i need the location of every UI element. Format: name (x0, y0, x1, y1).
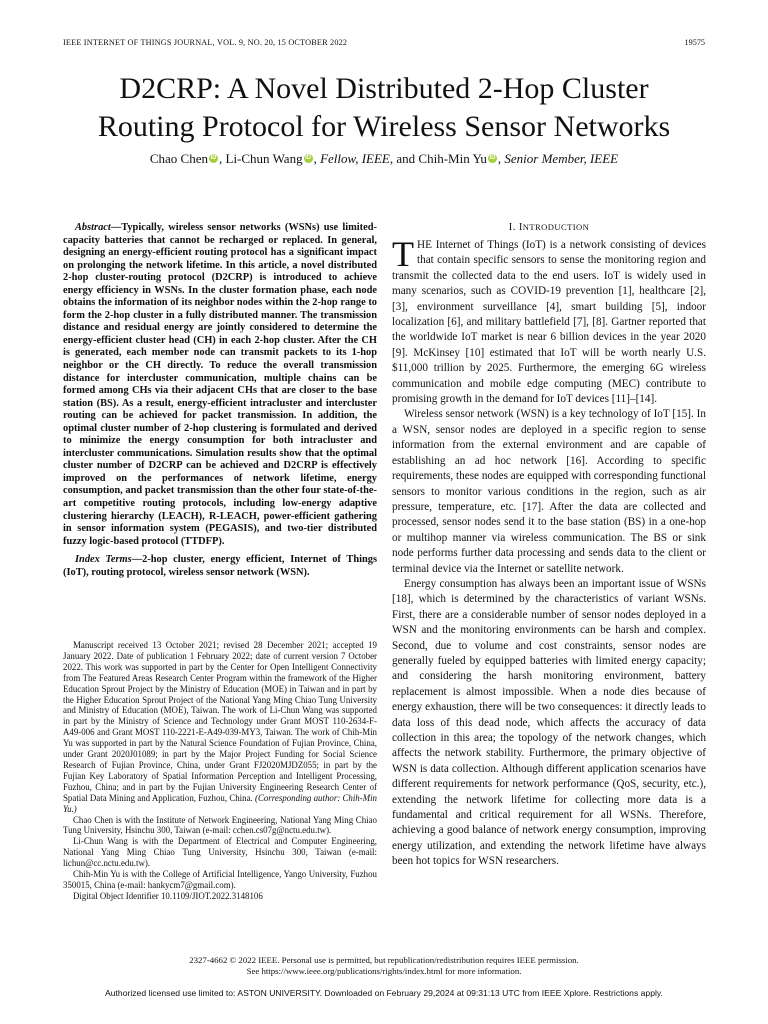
author-3-title: Senior Member, IEEE (504, 151, 619, 166)
footnote-affiliation-2: Li-Chun Wang is with the Department of Electrical and Computer Engineering, National Yang Ming Chiao Tung University, Hsinchu 300, Taiwan (e-mail: lichun@cc.nctu.edu.tw). (63, 836, 377, 869)
copyright-notice (40, 955, 728, 977)
intro-paragraph-1-text: HE Internet of Things (IoT) is a network consisting of devices that contain specific sensors to sense the monitoring region and transmit the collected data to the end users. IoT is widely used in many scenarios, such as COVID-19 prevention [1], healthcare [2], [3], environment surveillance [4], smart building [5], indoor localization [6], and military battlefield [7], [8]. Gartner reported that the worldwide IoT market is near 6 billion devices in the year 2020 [9]. McKinsey [10] estimated that IoT will be worth nearly U.S. $11,000 trillion by 2025. Furthermore, the emerging 6G wireless communication and mobile edge computing (MEC) contribute to promising growth in the demand for IoT devices [11]–[14]. (392, 239, 706, 406)
section-initial: I (518, 222, 523, 233)
intro-paragraph-1 (392, 234, 706, 407)
abstract-text: —Typically, wireless sensor networks (WSNs) use limited-capacity batteries that cannot be recharged or replaced. In general, designing an energy-efficient routing protocol has a significant impact on prolonging the network lifetime. In this article, a novel distributed 2-hop cluster-routing protocol (D2CRP) is introduced to achieve energy efficiency in WSNs. In the cluster formation phase, each node obtains the information of its neighbor nodes within the 2-hop range to form the 2-hop cluster in a fully distributed manner. The transmission distance and residual energy are jointly considered to determine the energy-efficient cluster head (CH) in each 2-hop cluster. After the CH is generated, each member node can transmit packets to its 1-hop neighbor or the CH directly. To reduce the overall transmission distance for intercluster communication, multiple chains can be formed among CHs via their adjacent CHs that are closer to the base station (BS). As a result, energy-efficient intracluster and intercluster routing can be achieved for packet transmission. In addition, the optimal cluster number of 2-hop clustering is formulated and derived to minimize the energy consumption for both intracluster and intercluster communications. Simulation results show that the optimal cluster number of D2CRP can be achieved and D2CRP is effectively improved on the performances of network lifetime, energy consumption, and packet transmission than the other four state-of-the-art competitive routing protocols, including low-energy adaptive clustering hierarchy (LEACH), R-LEACH, power-efficient gathering in sensor information system (PEGASIS), and two-tier distributed fuzzy logic-based protocol (TTDFP). (63, 222, 377, 547)
footnote-affiliation-3: Chih-Min Yu is with the College of Artificial Intelligence, Yango University, Fuzhou 350015, China (e-mail: hankycm7@gmail.com). (63, 869, 377, 890)
copyright-line-1: 2327-4662 © 2022 IEEE. Personal use is permitted, but republication/redistribution requires IEEE permission. (189, 955, 579, 965)
right-column (392, 222, 706, 870)
authorized-use-notice: Authorized licensed use limited to: ASTON UNIVERSITY. Downloaded on February 29,2024 at 09:31:13 UTC from IEEE Xplore. Restrictions apply. (105, 988, 663, 998)
section-title-rest: NTRODUCTION (522, 222, 590, 232)
drop-cap: T (392, 234, 414, 274)
footnote-doi: Digital Object Identifier 10.1109/JIOT.2022.3148106 (73, 890, 263, 901)
copyright-line-2: See https://www.ieee.org/publications/rights/index.html for more information. (246, 966, 522, 976)
paper-title (40, 70, 728, 146)
author-and: , and (389, 151, 419, 166)
author-2: Li-Chun Wang (225, 151, 303, 166)
index-terms-text: —2-hop cluster, energy efficient, Internet of Things (IoT), routing protocol, wireless sensor network (WSN). (63, 554, 377, 578)
author-1: Chao Chen (149, 151, 208, 166)
left-column (63, 222, 377, 579)
title-line-2: Routing Protocol for Wireless Sensor Networks (97, 110, 671, 143)
orcid-icon[interactable]: iD (489, 155, 496, 161)
author-3: Chih-Min Yu (418, 151, 487, 166)
title-line-1: D2CRP: A Novel Distributed 2-Hop Cluster (119, 72, 649, 105)
running-header-journal: IEEE INTERNET OF THINGS JOURNAL, VOL. 9, NO. 20, 15 OCTOBER 2022 (63, 38, 348, 47)
orcid-icon[interactable]: iD (210, 155, 217, 161)
intro-paragraph-2: Wireless sensor network (WSN) is a key technology of IoT [15]. In a WSN, sensor nodes are deployed in a specific region to sense information from the external environment and are capable of establishing an ad hoc network [16]. According to specific requirements, these nodes are equipped with corresponding functional sensors to monitor various conditions in the region, such as air pressure, temperature, etc. [17]. After the data are collected and processed, sensor nodes send it to the base station (BS) in a one-hop or multihop manner via wireless communication. The BS or sink node performs further data processing and sends data to the client or terminal device via the Internet or satellite network. (392, 408, 706, 575)
orcid-icon[interactable]: iD (305, 155, 312, 161)
section-heading (392, 222, 706, 233)
intro-paragraph-3: Energy consumption has always been an important issue of WSNs [18], which is determined by the characteristics of variant WSNs. First, there are a considerable number of sensor nodes deployed in a WSN and the monitoring environments can be harsh and complex. Second, due to volume and cost constraints, sensor nodes are generally fueled by equipped batteries with limited energy capacity; and considering the harsh monitoring environment, battery replacement is almost impossible. When a node dies because of energy exhaustion, there will be two consequences: it directly leads to data loss of this dead node, which affects the accuracy of data collection in this area; the topology of the network changes, which affects the network stability. Furthermore, the primary objective of WSN is data collection. Although different application scenarios have different requirements for network performance (QoS, security, etc.), extending the network lifetime for collecting more data is a fundamental and critical requirement for all WSNs. Therefore, achieving a good balance of network energy consumption, improving energy utilization, and extending the network lifetime have always been hot topics for WSN researchers. (392, 577, 706, 868)
page-number: 19575 (684, 38, 705, 47)
index-terms (63, 554, 377, 579)
footnote-funding: Manuscript received 13 October 2021; revised 28 December 2021; accepted 19 January 2022. Date of publication 1 February 2022; date of current version 7 October 2022. This work was supported in part by the Center for Open Intelligent Connectivity from The Featured Areas Research Center Program within the framework of the Higher Education Sprout Project by the Ministry of Education (MOE) in Taiwan and in part by the Higher Education Sprout Project of the National Yang Ming Chiao Tung University and Ministry of Education (MOE), Taiwan. The work of Li-Chun Wang was supported in part by the Ministry of Science and Technology under Grant MOST 110-2634-F-A49-006 and Grant MOST 110-2221-E-A49-039-MY3, Taiwan. The work of Chih-Min Yu was supported in part by the Natural Science Foundation of Fujian Province, China, under Grant 2020J01089; in part by the Major Project Funding for Social Science Research of Fujian Province, China, under Grant FJ2020MJDZ055; in part by the Fujian Key Laboratory of Spatial Information Perception and Intelligent Processing, Fuzhou, China; and in part by the Fujian University Engineering Research Center of Spatial Data Mining and Application, Fuzhou, China. (63, 640, 377, 803)
section-number: I. (508, 222, 519, 233)
index-terms-lead: Index Terms (75, 554, 132, 566)
footnote-affiliation-1: Chao Chen is with the Institute of Network Engineering, National Yang Ming Chiao Tung University, Hsinchu 300, Taiwan (e-mail: cchen.cs07g@nctu.edu.tw). (63, 814, 377, 836)
author-2-title: Fellow, IEEE (320, 151, 390, 166)
author-list: Chao Chen iD , Li-Chun Wang iD , Fellow, IEEE, and Chih-Min Yu iD , Senior Member, IEEE (149, 151, 619, 166)
abstract (63, 222, 377, 548)
footnote (63, 640, 377, 902)
corresponding-author: (Corresponding author: Chih-Min Yu.) (63, 792, 377, 814)
footnote-manuscript (63, 640, 377, 815)
abstract-lead: Abstract (75, 222, 111, 233)
